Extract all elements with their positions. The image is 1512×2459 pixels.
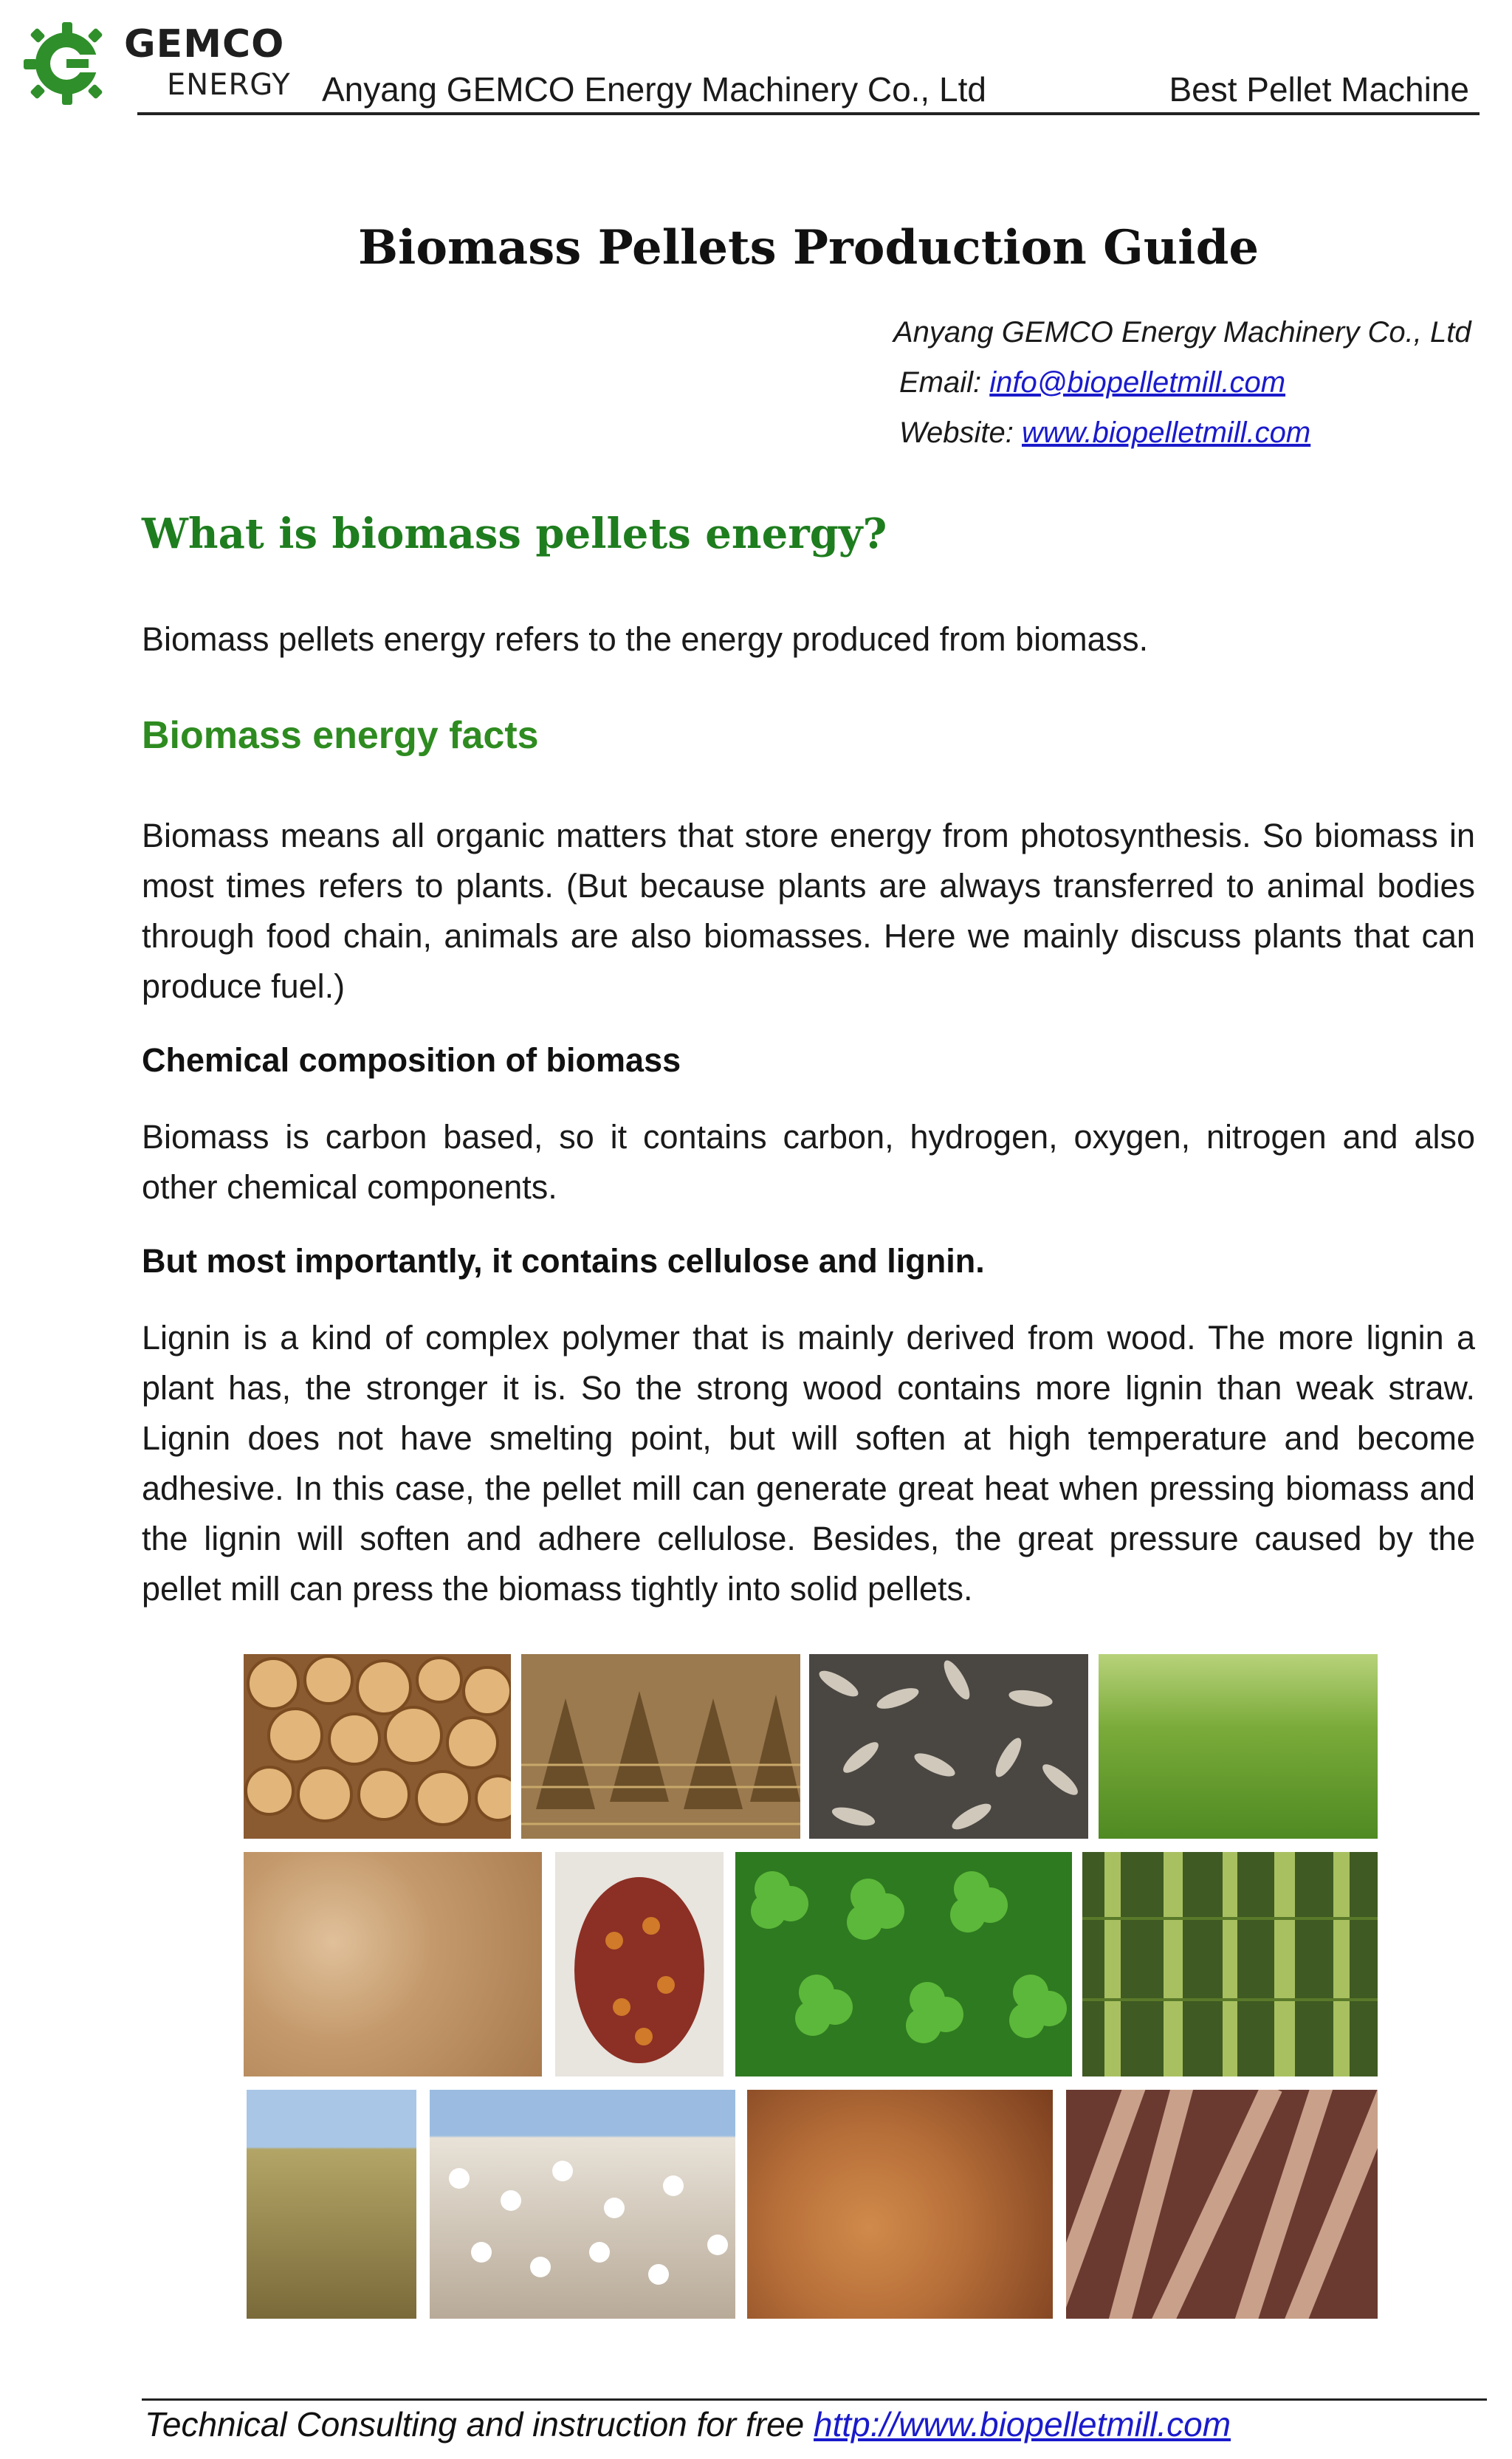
paragraph-lignin: Lignin is a kind of complex polymer that is mainly derived from wood. The more lignin a plant has, the stronger it is. So the strong wood contains more lignin than weak straw. Lignin does not have smelting point, but will soften at high temperature and become adhesive. In this case, the pellet mill can generate great heat when pressing biomass and the lignin will soften and adhere cellulose. Besides, the great pressure caused by the pellet mill can press the biomass tightly into solid pellets. — [142, 1319, 1475, 1608]
photo-corn-stalks — [247, 2090, 416, 2319]
document-title: Biomass Pellets Production Guide — [357, 220, 1260, 275]
header-tagline: Best Pellet Machine — [1169, 70, 1469, 109]
clover-icon — [735, 1852, 1072, 2076]
photo-clover-leaves — [735, 1852, 1072, 2076]
sugarcane-icon — [1066, 2090, 1378, 2319]
photo-green-field — [1099, 1654, 1378, 1839]
footer-text: Technical Consulting and instruction for free — [145, 2405, 805, 2443]
paragraph-chemical-composition: Biomass is carbon based, so it contains carbon, hydrogen, oxygen, nitrogen and also other chemical components. — [142, 1118, 1475, 1206]
subheading-chemical-composition: Chemical composition of biomass — [142, 1041, 681, 1079]
website-link[interactable]: www.biopelletmill.com — [1022, 416, 1311, 449]
seeds-icon — [809, 1654, 1088, 1839]
palm-fruit-icon — [555, 1852, 724, 2076]
website-label: Website: — [899, 416, 1014, 449]
logo-wordmark-energy: ENERGY — [167, 68, 291, 102]
photo-sugarcane — [1066, 2090, 1378, 2319]
footer-divider — [142, 2398, 1487, 2401]
bamboo-icon — [1082, 1852, 1378, 2076]
photo-bamboo — [1082, 1852, 1378, 2076]
footer — [145, 2404, 1231, 2444]
header-divider — [137, 112, 1480, 115]
contact-website-line — [899, 416, 1310, 450]
heading-biomass-facts: Biomass energy facts — [142, 714, 539, 757]
paragraph-what-is-biomass: Biomass pellets energy refers to the energy produced from biomass. — [142, 620, 1149, 658]
wood-logs-icon — [244, 1654, 511, 1839]
contact-email-line — [899, 366, 1285, 399]
cotton-icon — [430, 2090, 735, 2319]
email-label: Email: — [899, 366, 982, 399]
gemco-gear-logo-icon — [21, 18, 120, 106]
header-company-name: Anyang GEMCO Energy Machinery Co., Ltd — [322, 70, 986, 109]
heading-what-is-biomass: What is biomass pellets energy? — [142, 510, 887, 558]
photo-cotton-field — [430, 2090, 735, 2319]
photo-sawdust — [244, 1852, 542, 2076]
contact-company: Anyang GEMCO Energy Machinery Co., Ltd — [893, 316, 1471, 349]
photo-sunflower-seeds — [809, 1654, 1088, 1839]
photo-palm-fruit — [555, 1852, 724, 2076]
paragraph-biomass-facts: Biomass means all organic matters that store energy from photosynthesis. So biomass in most times refers to plants. (But because plants are always transferred to animal bodies through food chain, animals are also biomasses. Here we mainly discuss plants that can produce fuel.) — [142, 817, 1475, 1005]
subheading-cellulose-lignin: But most importantly, it contains cellulose and lignin. — [142, 1242, 985, 1280]
logo-wordmark-gemco: GEMCO — [124, 22, 285, 66]
email-link[interactable]: info@biopelletmill.com — [989, 366, 1286, 399]
straw-sheaf-icon — [521, 1654, 800, 1839]
photo-nut-shells — [747, 2090, 1053, 2319]
footer-link[interactable]: http://www.biopelletmill.com — [814, 2405, 1231, 2443]
photo-wood-logs — [244, 1654, 511, 1839]
photo-straw-sheaves — [521, 1654, 800, 1839]
